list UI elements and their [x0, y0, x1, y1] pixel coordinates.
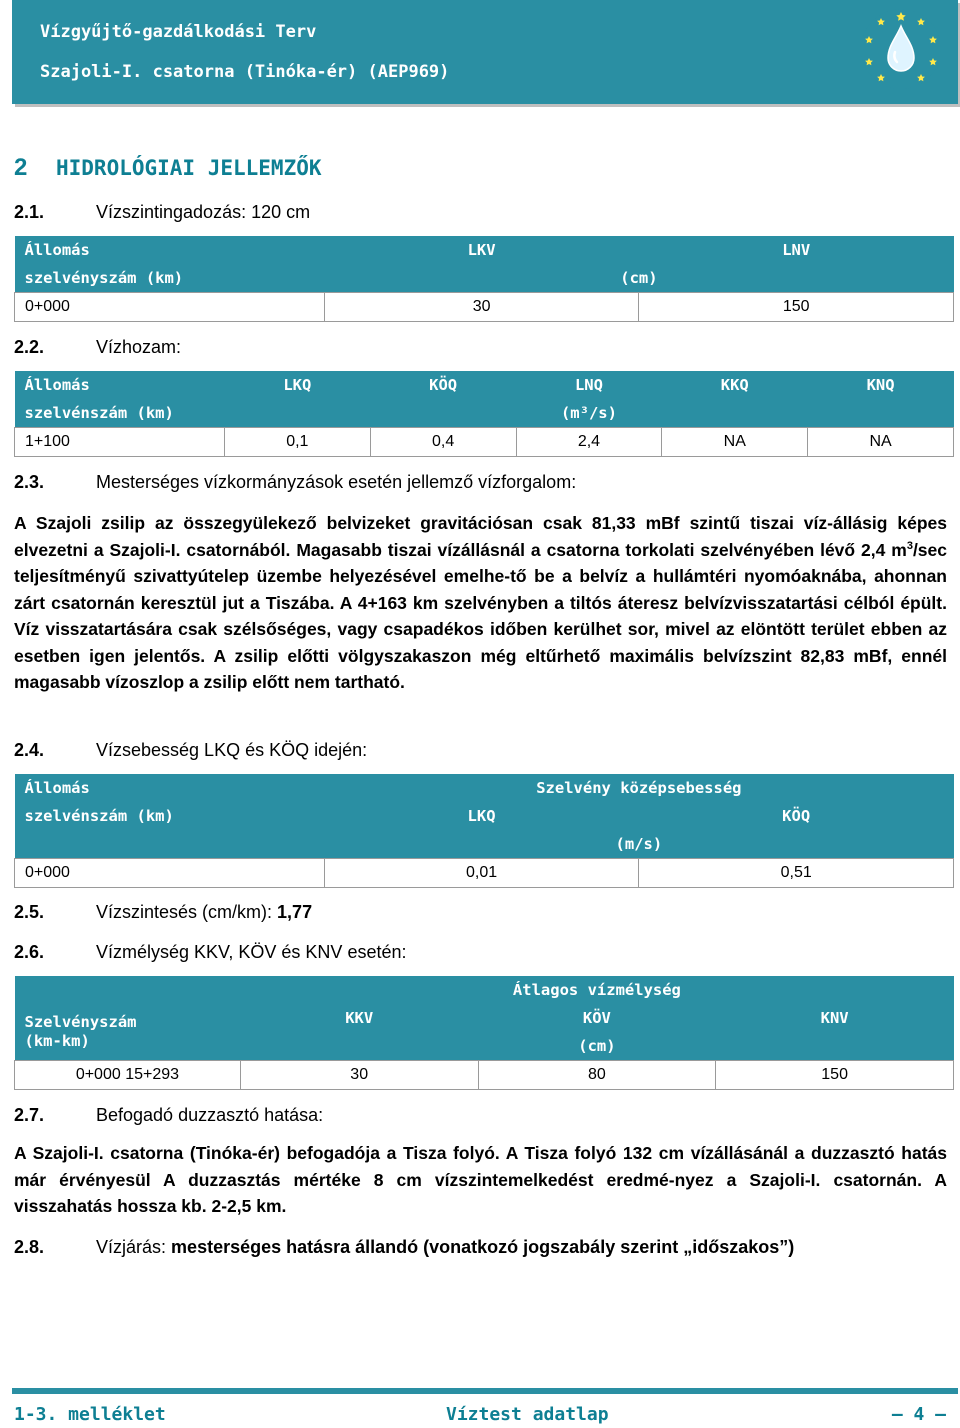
- section-2-4-heading: [14, 740, 367, 761]
- table-header-cell: LKQ: [224, 371, 370, 399]
- table-unit-cell: (m³/s): [224, 399, 953, 428]
- table-header-cell: szelvényszám (km): [15, 264, 325, 293]
- section-number: 2.1.: [14, 202, 45, 222]
- footer-divider: [12, 1388, 958, 1394]
- table-header-cell: Állomás: [15, 774, 325, 802]
- table-header-cell: LNV: [639, 236, 954, 264]
- table-header-row: [15, 830, 954, 859]
- table-header-row: [15, 399, 954, 428]
- section-2-7-paragraph: A Szajoli-I. csatorna (Tinóka-ér) befogadója a Tisza folyó. A Tisza folyó 132 cm vízállásánál a duzzasztó hatás már érvényesül A duzzasztás mértéke 8 cm vízszintemelkedést eredmé-nyez a Szajoli-I. csatornán. A visszahatás hossza kb. 2-2,5 km.: [14, 1143, 947, 1216]
- eu-water-drop-logo-icon: [858, 6, 944, 92]
- table-header-cell: [15, 830, 325, 859]
- footer-document-title: Víztest adatlap: [446, 1404, 609, 1425]
- section-2-1-heading: [14, 202, 310, 223]
- table-header-cell: KKQ: [662, 371, 808, 399]
- table-cell: 30: [324, 293, 639, 322]
- section-label: Vízjárás:: [96, 1237, 167, 1257]
- paragraph-text: /sec teljesítményű szivattyútelep üzembe helyezésével emelhe-tő be a belvíz a hullámtéri nyomóaknába, ahonnan zárt csatornán keresztül jut a Tiszába. A 4+163 km szelvényben a tiltós áteresz belvízvisszatartási célból épült. Víz visszatartására csak szélsőséges, vagy csapadékos időben kerülhet sor, mivel az elöntött terület ebben az esetben igen jelentős. A zsilip előtti völgyszakaszon még eltűrhető maximális belvízszint 82,83 mBf, ennél magasabb vízoszlop a zsilip előtt nem tartható.: [14, 539, 947, 692]
- chapter-title: HIDROLÓGIAI JELLEMZŐK: [56, 156, 322, 180]
- table-row: [15, 859, 954, 888]
- table-cell: 0+000 15+293: [15, 1061, 241, 1090]
- table-header-cell: Állomás: [15, 236, 325, 264]
- table-cell: 0,01: [324, 859, 639, 888]
- section-label: Vízhozam:: [96, 337, 182, 357]
- table-cell: 80: [478, 1061, 716, 1090]
- section-value: 1,77: [277, 902, 313, 922]
- table-cell: 0,51: [639, 859, 954, 888]
- section-number: 2.4.: [14, 740, 45, 760]
- velocity-table: [14, 774, 954, 888]
- section-label: Vízszintingadozás:: [96, 202, 247, 222]
- section-2-6-heading: [14, 942, 406, 963]
- section-value: 120 cm: [251, 202, 311, 222]
- table-header-row: [15, 802, 954, 830]
- table-cell: NA: [808, 428, 954, 457]
- table-cell: 0+000: [15, 859, 325, 888]
- table-header-row: [15, 236, 954, 264]
- page-number: – 4 –: [891, 1404, 946, 1425]
- table-header-cell: Szelvény középsebesség: [324, 774, 953, 802]
- table-cell: NA: [662, 428, 808, 457]
- table-row: [15, 428, 954, 457]
- section-number: 2.5.: [14, 902, 45, 922]
- footer-annex-label: 1-3. melléklet: [14, 1404, 166, 1425]
- table-cell: 2,4: [516, 428, 662, 457]
- table-header-cell: szelvénszám (km): [15, 399, 225, 428]
- section-number: 2.7.: [14, 1105, 45, 1125]
- section-2-5-heading: [14, 902, 312, 923]
- table-header-cell: KNV: [716, 1004, 954, 1032]
- table-header-row: [15, 774, 954, 802]
- section-label: Vízszintesés (cm/km):: [96, 902, 273, 922]
- superscript: 3: [906, 539, 913, 552]
- table-header-cell: KÖV: [478, 1004, 716, 1032]
- section-2-3-heading: [14, 472, 576, 493]
- table-cell: 0,1: [224, 428, 370, 457]
- section-label: Befogadó duzzasztó hatása:: [96, 1105, 324, 1125]
- table-cell: 1+100: [15, 428, 225, 457]
- table-cell: 150: [716, 1061, 954, 1090]
- table-cell: 0,4: [370, 428, 516, 457]
- table-header-cell: KKV: [240, 1004, 478, 1032]
- section-label: Mesterséges vízkormányzások esetén jellemző vízforgalom:: [96, 472, 577, 492]
- section-number: 2.2.: [14, 337, 45, 357]
- table-header-cell: KÖQ: [639, 802, 954, 830]
- section-number: 2.3.: [14, 472, 45, 492]
- header-title: Vízgyűjtő-gazdálkodási Terv: [40, 22, 317, 42]
- table-unit-cell: (m/s): [324, 830, 953, 859]
- table-cell: 150: [639, 293, 954, 322]
- table-row: [15, 1061, 954, 1090]
- table-unit-cell: (cm): [240, 1032, 953, 1061]
- section-label: Vízsebesség LKQ és KÖQ idején:: [96, 740, 368, 760]
- table-header-row: [15, 976, 954, 1004]
- table-header-cell: szelvénszám (km): [15, 802, 325, 830]
- table-unit-cell: (cm): [324, 264, 953, 293]
- section-2-8-heading: [14, 1237, 794, 1258]
- section-2-3-paragraph: [14, 510, 947, 696]
- chapter-heading: [14, 154, 322, 182]
- section-2-7-heading: [14, 1105, 323, 1126]
- table-header-cell: Állomás: [15, 371, 225, 399]
- table-header-cell: LNQ: [516, 371, 662, 399]
- section-value: mesterséges hatásra állandó (vonatkozó jogszabály szerint „időszakos”): [171, 1237, 795, 1257]
- section-number: 2.8.: [14, 1237, 45, 1257]
- table-header-cell: [15, 1004, 241, 1061]
- table-header-line: Szelvényszám: [24, 1013, 137, 1031]
- table-header-cell: LKV: [324, 236, 639, 264]
- table-header-cell: KNQ: [808, 371, 954, 399]
- chapter-number: 2: [14, 154, 28, 181]
- section-label: Vízmélység KKV, KÖV és KNV esetén:: [96, 942, 407, 962]
- header-subtitle: Szajoli-I. csatorna (Tinóka-ér) (AEP969): [40, 62, 450, 82]
- table-row: [15, 293, 954, 322]
- section-2-2-heading: [14, 337, 181, 358]
- water-level-table: [14, 236, 954, 322]
- table-header-cell: LKQ: [324, 802, 639, 830]
- table-cell: 0+000: [15, 293, 325, 322]
- table-header-row: [15, 264, 954, 293]
- discharge-table: [14, 371, 954, 457]
- table-header-row: [15, 371, 954, 399]
- table-cell: 30: [240, 1061, 478, 1090]
- table-header-row: [15, 1004, 954, 1032]
- table-header-line: (km-km): [24, 1032, 90, 1050]
- table-header-cell: Átlagos vízmélység: [240, 976, 953, 1004]
- table-header-cell: KÖQ: [370, 371, 516, 399]
- paragraph-text: A Szajoli zsilip az összegyülekező belvizeket gravitációsan csak 81,33 mBf szintű tiszai víz-állásig képes elvezetni a Szajoli-I. csatornából. Magasabb tiszai vízállásnál a csatorna torkolati szelvényében lévő 2,4 m: [14, 513, 947, 560]
- page-header: [12, 0, 958, 104]
- water-depth-table: [14, 976, 954, 1090]
- section-number: 2.6.: [14, 942, 45, 962]
- table-header-cell: [15, 976, 241, 1004]
